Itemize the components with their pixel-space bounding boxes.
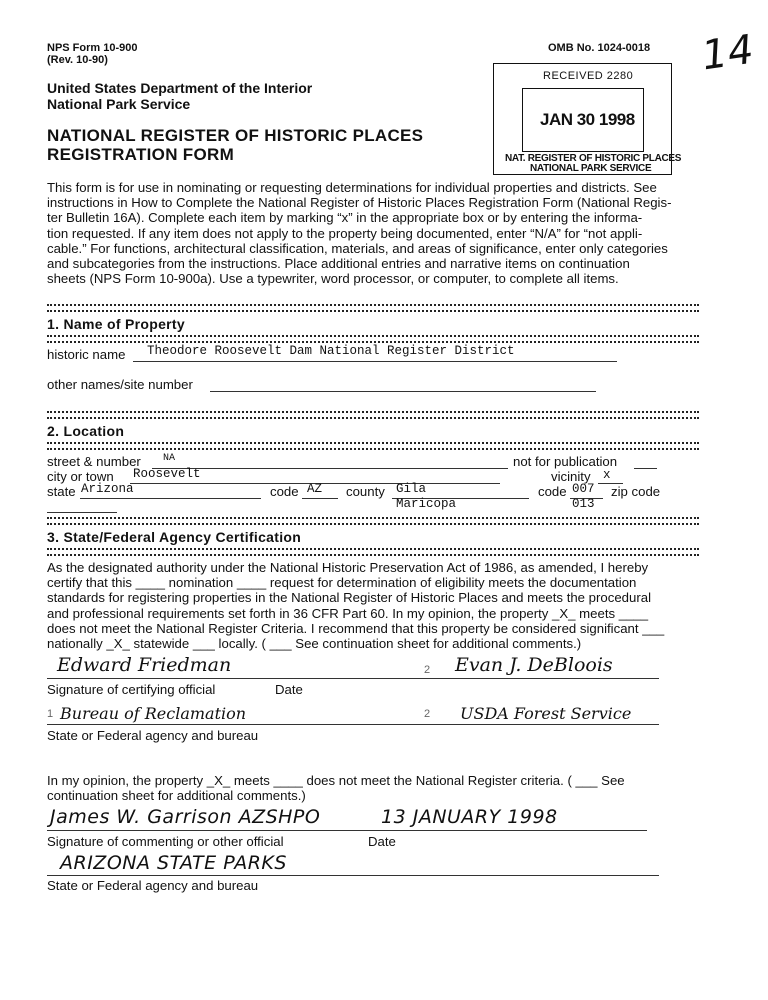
county-code-label: code [538,484,567,499]
commenting-agency-label: State or Federal agency and bureau [47,878,259,893]
certification-line: does not meet the National Register Criteria. I recommend that this property be considered significant ___ [47,620,665,636]
form-number: NPS Form 10-900 [47,42,138,54]
instructions-line: This form is for use in nominating or requesting determinations for individual properties and districts. See [47,180,657,195]
county-label: county [346,484,385,499]
instructions-line: instructions in How to Complete the National Register of Historic Places Registration Form (National Regis- [47,195,672,211]
instructions-line: tion requested. If any item does not apply to the property being documented, enter “N/A” for “not appli- [47,225,643,241]
instructions-paragraph [47,180,707,286]
street-value[interactable]: NA [163,453,176,464]
commenting-signature-label: Signature of commenting or other official [47,834,284,849]
state-code-field-line [302,498,338,499]
service-name: National Park Service [47,96,191,112]
commenting-date-label: Date [368,834,396,849]
stamp-date: JAN 30 1998 [540,110,635,129]
instructions-line: and subcategories from the instructions. Place additional entries and narrative items on continuation [47,256,630,272]
section-divider [47,442,699,450]
bureau-number-1: 1 [47,708,54,720]
section-1-heading: 1. Name of Property [47,316,185,332]
section-3-heading: 3. State/Federal Agency Certification [47,529,302,545]
form-revision: (Rev. 10-90) [47,54,108,66]
corner-handwritten-mark: 14 [699,26,757,80]
bureau-line [47,724,659,725]
county-value-2[interactable]: Maricopa [396,497,457,511]
certifying-date-label: Date [275,682,303,697]
certification-line: and professional requirements set forth in 36 CFR Part 60. In my opinion, the property _X_ meets ____ [47,605,649,621]
historic-name-field-line [133,361,617,362]
historic-name-value[interactable]: Theodore Roosevelt Dam National Register District [147,344,515,358]
opinion-line: continuation sheet for additional comments.) [47,788,306,804]
state-label: state [47,484,76,499]
zip-code-field-line[interactable] [47,512,117,513]
county-code-value[interactable]: 007 [572,482,595,496]
vicinity-value[interactable]: x [603,468,611,482]
signature-line [47,678,659,679]
certification-line: As the designated authority under the National Historic Preservation Act of 1986, as amended, I hereby [47,560,649,575]
section-divider [47,517,699,525]
state-code-value[interactable]: AZ [307,482,323,496]
signature-number-2: 2 [424,664,431,676]
bureau-label: State or Federal agency and bureau [47,728,259,743]
certification-line: certify that this ____ nomination ____ request for determination of eligibility meets the documentation [47,575,637,591]
state-code-label: code [270,484,299,499]
department-name: United States Department of the Interior [47,80,313,96]
certification-line: standards for registering properties in the National Register of Historic Places and meets the procedural [47,590,651,606]
city-label: city or town [47,469,114,484]
commenting-date: 13 JANUARY 1998 [381,806,558,828]
other-names-field-line[interactable] [210,391,596,392]
not-for-publication-label: not for publication [513,454,618,469]
section-divider [47,304,699,312]
bureau-value-1: Bureau of Reclamation [60,704,247,723]
commenting-signature: James W. Garrison AZSHPO [50,806,321,828]
certifying-signature-label: Signature of certifying official [47,682,216,697]
commenting-signature-line [47,830,647,831]
section-divider [47,548,699,556]
stamp-register-line: NAT. REGISTER OF HISTORIC PLACES [505,153,682,164]
instructions-line: sheets (NPS Form 10-900a). Use a typewriter, word processor, or computer, to complete all items. [47,271,619,287]
state-field-line [80,498,261,499]
certification-line: nationally _X_ statewide ___ locally. ( ___ See continuation sheet for additional comments.) [47,636,582,652]
section-divider [47,335,699,343]
section-divider [47,411,699,419]
street-label: street & number [47,454,141,469]
certifying-signature-2: Evan J. DeBloois [455,654,613,676]
opinion-line: In my opinion, the property _X_ meets ____ does not meet the National Register criteria. ( ___ See [47,773,625,788]
city-value[interactable]: Roosevelt [133,467,201,481]
omb-number: OMB No. 1024-0018 [548,42,651,54]
vicinity-label: vicinity [551,469,591,484]
opinion-paragraph [47,773,707,803]
commenting-agency: ARIZONA STATE PARKS [60,852,287,874]
bureau-value-2: USDA Forest Service [460,704,632,723]
stamp-service-line: NATIONAL PARK SERVICE [530,163,652,174]
not-for-publication-field[interactable] [634,468,657,469]
state-value[interactable]: Arizona [81,482,134,496]
bureau-number-2: 2 [424,708,431,720]
stamp-received-text: RECEIVED 2280 [543,70,634,82]
zip-code-label: zip code [611,484,661,499]
other-names-label: other names/site number [47,377,193,392]
form-title: NATIONAL REGISTER OF HISTORIC PLACES [47,126,424,145]
certification-paragraph [47,560,707,651]
form-subtitle: REGISTRATION FORM [47,145,235,164]
certifying-signature-1: Edward Friedman [57,654,232,676]
agency-line [47,875,659,876]
instructions-line: ter Bulletin 16A). Complete each item by marking “x” in the appropriate box or by entering the informa- [47,210,643,226]
street-field-line [152,468,508,469]
instructions-line: cable.” For functions, architectural classification, materials, and areas of significance, enter only categories [47,240,668,256]
county-value[interactable]: Gila [396,482,427,496]
historic-name-label: historic name [47,347,126,362]
section-2-heading: 2. Location [47,423,125,439]
county-code-value-2[interactable]: 013 [572,497,595,511]
